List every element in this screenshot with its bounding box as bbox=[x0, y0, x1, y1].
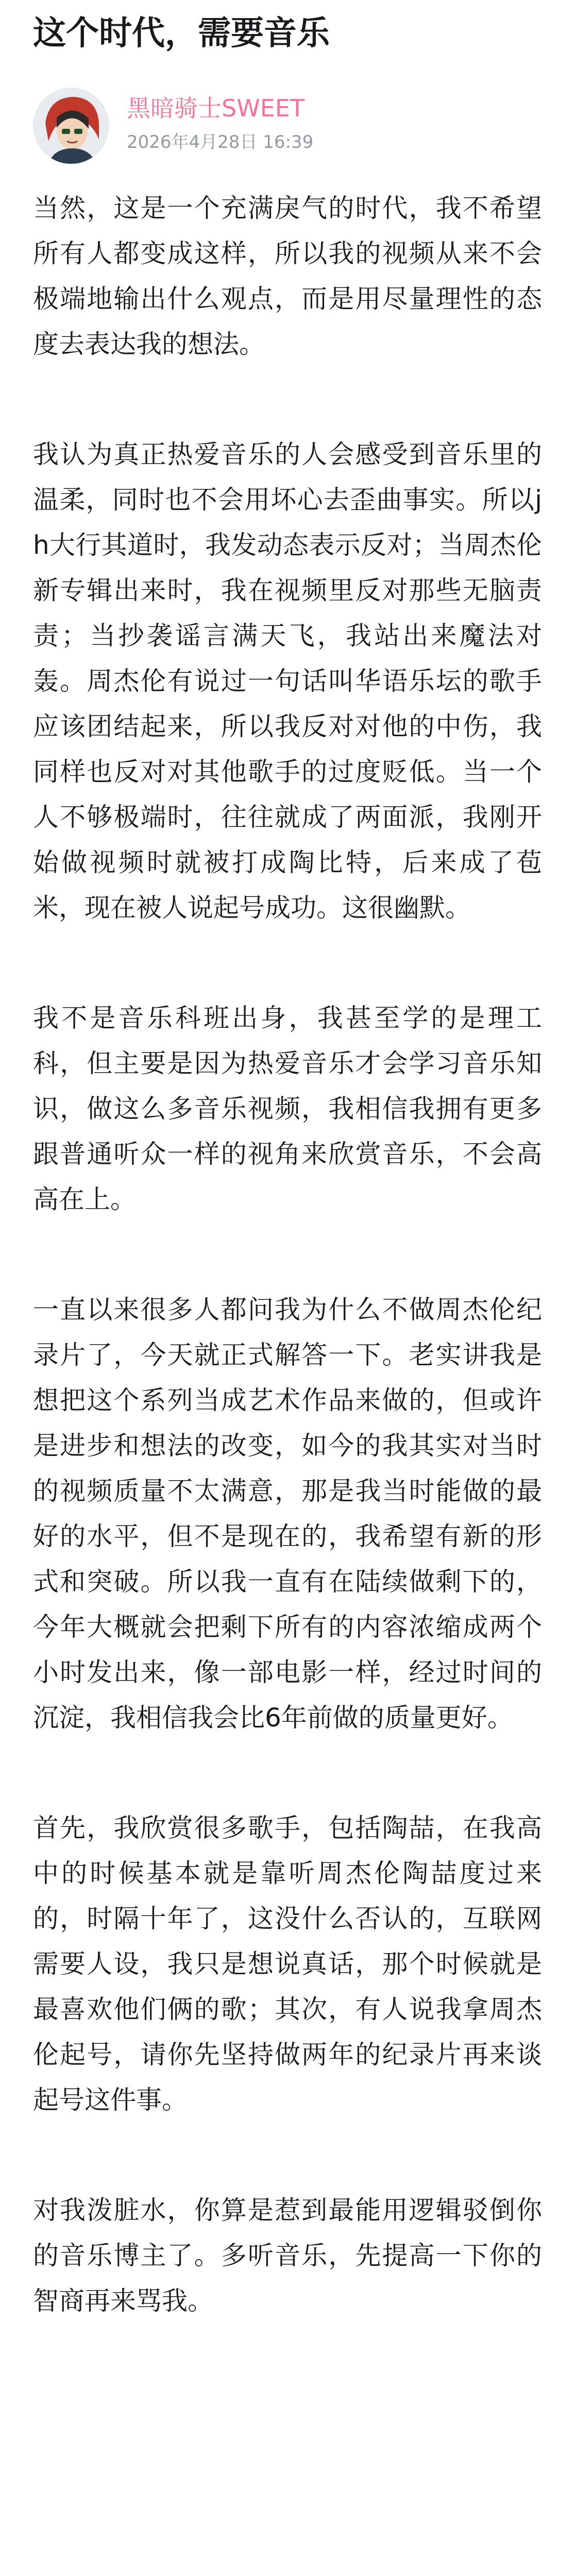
article-paragraph: 首先，我欣赏很多歌手，包括陶喆，在我高中的时候基本就是靠听周杰伦陶喆度过来的，时隔十年了，这没什么否认的，互联网需要人设，我只是想说真话，那个时候就是最喜欢他们俩的歌；其次，有人说我拿周杰伦起号，请你先坚持做两年的纪录片再来谈起号这件事。 bbox=[33, 1813, 542, 2115]
article-body bbox=[33, 185, 542, 2388]
article-paragraph: 当然，这是一个充满戾气的时代，我不希望所有人都变成这样，所以我的视频从来不会极端地输出什么观点，而是用尽量理性的态度去表达我的想法。 bbox=[33, 193, 542, 359]
article-paragraph: 对我泼脏水，你算是惹到最能用逻辑驳倒你的音乐博主了。多听音乐，先提高一下你的智商再来骂我。 bbox=[33, 2195, 542, 2316]
article-title: 这个时代，需要音乐 bbox=[33, 14, 330, 53]
article-paragraph: 我认为真正热爱音乐的人会感受到音乐里的温柔，同时也不会用坏心去歪曲事实。所以jh大行其道时，我发动态表示反对；当周杰伦新专辑出来时，我在视频里反对那些无脑责责；当抄袭谣言满天飞，我站出来魔法对轰。周杰伦有说过一句话叫华语乐坛的歌手应该团结起来，所以我反对对他的中伤，我同样也反对对其他歌手的过度贬低。当一个人不够极端时，往往就成了两面派，我刚开始做视频时就被打成陶比特，后来成了苞米，现在被人说起号成功。这很幽默。 bbox=[33, 439, 542, 923]
avatar[interactable] bbox=[33, 88, 109, 164]
avatar-image bbox=[33, 88, 109, 164]
publish-time: 2026年4月28日 16:39 bbox=[127, 132, 314, 152]
author-name[interactable]: 黑暗骑士SWEET bbox=[127, 94, 305, 122]
author-block[interactable] bbox=[33, 88, 542, 165]
article-paragraph: 我不是音乐科班出身，我甚至学的是理工科，但主要是因为热爱音乐才会学习音乐知识，做这么多音乐视频，我相信我拥有更多跟普通听众一样的视角来欣赏音乐，不会高高在上。 bbox=[33, 1003, 542, 1214]
article-paragraph: 一直以来很多人都问我为什么不做周杰伦纪录片了，今天就正式解答一下。老实讲我是想把这个系列当成艺术作品来做的，但或许是进步和想法的改变，如今的我其实对当时的视频质量不太满意，那是我当时能做的最好的水平，但不是现在的，我希望有新的形式和突破。所以我一直有在陆续做剩下的，今年大概就会把剩下所有的内容浓缩成两个小时发出来，像一部电影一样，经过时间的沉淀，我相信我会比6年前做的质量更好。 bbox=[33, 1295, 542, 1733]
